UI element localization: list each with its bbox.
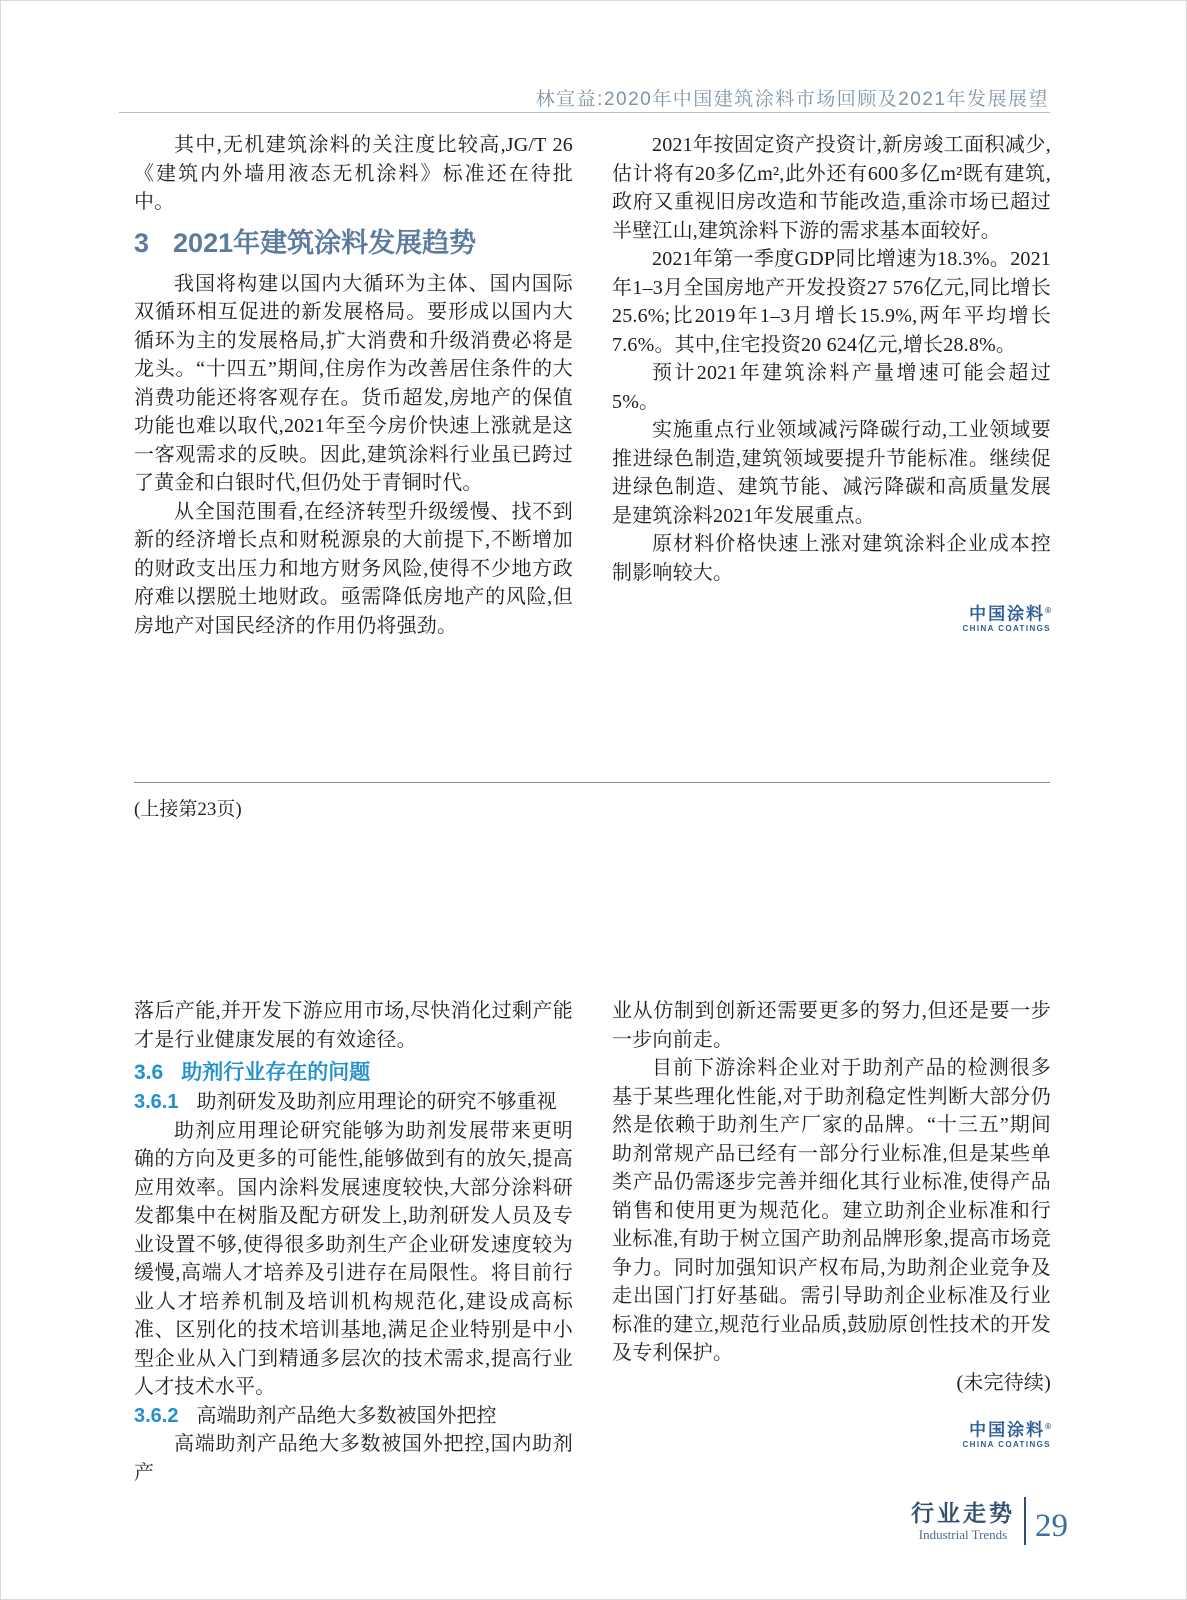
subsection-number: 3.6.2 [134,1404,179,1427]
paragraph-output-forecast: 预计2021年建筑涂料产量增速可能会超过5%。 [612,362,1051,413]
subsection-heading-3-6-2 [134,1402,573,1431]
paragraph-additive-theory: 助剂应用理论研究能够为助剂发展带来更明确的方向及更多的可能性,能够做到有的放矢,提高应用效率。国内涂料发展速度较快,大部分涂料研发都集中在树脂及配方研发上,助剂研发人员及专业设置不够,使得很多助剂生产企业研发速度较为缓慢,高端人才培养及引进存在局限性。将目前行业人才培养机制及培训机构规范化,建设成高标准、区别化的技术培训基地,满足企业特别是中小型企业从入门到精通多层次的技术需求,提高行业人才技术水平。 [134,1119,573,1398]
paragraph-green-manufacturing: 实施重点行业领域减污降碳行动,工业领域要推进绿色制造,建筑领域要提升节能标准。继续促进绿色制造、建筑节能、减污降碳和高质量发展是建筑涂料2021年发展重点。 [612,419,1051,527]
subsection-title: 助剂行业存在的问题 [181,1061,371,1084]
paragraph-highend-additives-partial: 高端助剂产品绝大多数被国外把控,国内助剂产 [134,1433,573,1484]
china-coatings-logo-cn [612,601,1051,624]
footer-section-label [911,1500,1015,1542]
registered-mark-icon: ® [1045,1422,1051,1431]
page-number: 29 [1035,1507,1068,1544]
china-coatings-logo-en: CHINA COATINGS [962,623,1051,633]
paragraph-national-economy: 从全国范围看,在经济转型升级缓慢、找不到新的经济增长点和财税源泉的大前提下,不断增加的财政支出压力和地方财务风险,使得不少地方政府难以摆脱土地财政。亟需降低房地产的风险,但房地产对国民经济的作用仍将强劲。 [134,500,573,637]
china-coatings-logo [612,1417,1051,1450]
footer-section-en: Industrial Trends [918,1527,1008,1542]
running-head-title: 林宣益:2020年中国建筑涂料市场回顾及2021年发展展望 [535,89,1049,110]
subsection-number: 3.6 [134,1061,164,1084]
registered-mark-icon: ® [1045,606,1051,615]
paragraph-outdated-capacity: 落后产能,并开发下游应用市场,尽快消化过剩产能才是行业健康发展的有效途径。 [134,1000,573,1051]
subsection-heading-3-6-1 [134,1088,573,1117]
logo-name: 中国涂料 [969,604,1046,624]
china-coatings-logo-cn [612,1417,1051,1440]
subsection-title: 高端助剂产品绝大多数被国外把控 [196,1404,497,1427]
paragraph-inorganic-coatings: 其中,无机建筑涂料的关注度比较高,JG/T 26《建筑内外墙用液态无机涂料》标准还在待批中。 [134,134,573,213]
section-number: 3 [134,227,150,258]
china-coatings-logo-en: CHINA COATINGS [962,1439,1051,1449]
china-coatings-logo [612,601,1051,634]
bottom-left-column [134,997,573,1487]
footer-divider-bar [1024,1497,1026,1545]
paragraph-raw-material-prices: 原材料价格快速上涨对建筑涂料企业成本控制影响较大。 [612,533,1051,584]
top-two-column-section [134,131,1051,640]
subsection-title: 助剂研发及助剂应用理论的研究不够重视 [196,1091,557,1113]
top-left-column [134,131,573,640]
subsection-heading-3-6 [134,1057,573,1088]
section-divider-rule [134,782,1050,783]
continuation-note: (上接第23页) [134,799,242,820]
section-title: 2021年建筑涂料发展趋势 [173,227,477,258]
top-right-column [612,131,1051,640]
paragraph-dual-circulation: 我国将构建以国内大循环为主体、国内国际双循环相互促进的新发展格局。要形成以国内大循环为主的发展格局,扩大消费和升级消费必将是龙头。“十四五”期间,住房作为改善居住条件的大消费功能还将客观存在。货币超发,房地产的保值功能也难以取代,2021年至今房价快速上涨就是这一客观需求的反映。因此,建筑涂料行业虽已跨过了黄金和白银时代,但仍处于青铜时代。 [134,272,573,494]
page-footer [911,1497,1068,1545]
bottom-right-column [612,997,1051,1487]
to-be-continued-note: (未完待续) [956,1371,1051,1394]
paragraph-imitation-to-innovation: 业从仿制到创新还需要更多的努力,但还是要一步一步向前走。 [612,1000,1051,1051]
logo-name: 中国涂料 [969,1420,1046,1440]
bottom-two-column-section [134,997,1051,1487]
paragraph-additive-standards: 目前下游涂料企业对于助剂产品的检测很多基于某些理化性能,对于助剂稳定性判断大部分仍然是依赖于助剂生产厂家的品牌。“十三五”期间助剂常规产品已经有一部分行业标准,但是某些单类产品仍需逐步完善并细化其行业标准,使得产品销售和使用更为规范化。建立助剂企业标准和行业标准,有助于树立国产助剂品牌形象,提高市场竞争力。同时加强知识产权布局,为助剂企业竞争及走出国门打好基础。需引导助剂企业标准及行业标准的建立,规范行业品质,鼓励原创性技术的开发及专利保护。 [612,1057,1051,1364]
section-heading-3 [134,226,573,260]
footer-section-cn: 行业走势 [911,1500,1015,1526]
paragraph-gdp-growth: 2021年第一季度GDP同比增速为18.3%。2021年1–3月全国房地产开发投资27 576亿元,同比增长25.6%;比2019年1–3月增长15.9%,两年平均增长7.6%。其中,住宅投资20 624亿元,增长28.8%。 [612,248,1051,356]
running-head-rule [119,112,1050,113]
subsection-number: 3.6.1 [134,1091,179,1113]
paragraph-fixed-asset-investment: 2021年按固定资产投资计,新房竣工面积减少,估计将有20多亿m²,此外还有600多亿m²既有建筑,政府又重视旧房改造和节能改造,重涂市场已超过半壁江山,建筑涂料下游的需求基本面较好。 [612,134,1051,242]
